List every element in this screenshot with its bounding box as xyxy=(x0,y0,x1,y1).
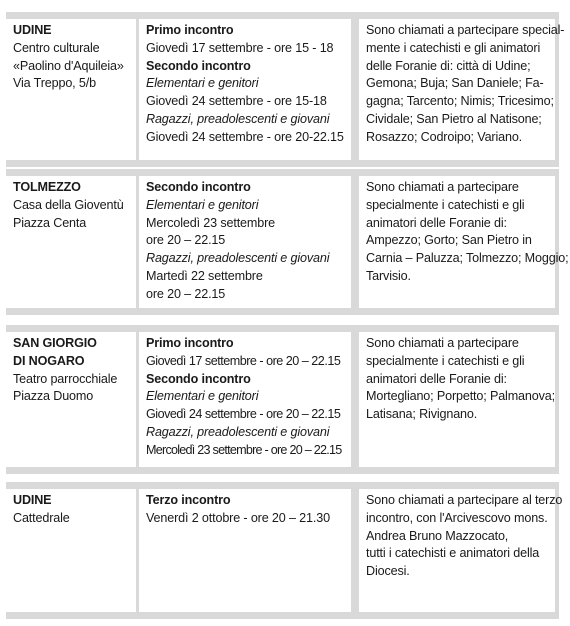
meeting-time: Mercoledì 23 settembre - ore 20 – 22.15 xyxy=(146,442,342,457)
location-cell xyxy=(6,489,136,612)
place-name: DI NOGARO xyxy=(13,353,85,368)
invited-cell xyxy=(359,19,565,160)
audience-label: Elementari e genitori xyxy=(146,76,259,91)
table-row-tolmezzo xyxy=(6,169,569,315)
place-name: SAN GIORGIO xyxy=(13,336,97,350)
table-row-san-giorgio xyxy=(6,325,559,474)
invited-text-line: Gemona; Buja; San Daniele; Fa- xyxy=(366,76,544,91)
venue-line: Piazza Centa xyxy=(13,215,87,230)
venue-line: Via Treppo, 5/b xyxy=(13,76,96,91)
location-cell xyxy=(6,332,136,467)
meeting-time: Martedì 22 settembre xyxy=(146,268,263,283)
invited-text-line: specialmente i catechisti e gli xyxy=(366,353,525,368)
invited-cell xyxy=(359,332,555,467)
meeting-heading: Terzo incontro xyxy=(146,493,231,507)
location-cell xyxy=(6,176,136,308)
invited-cell xyxy=(359,176,569,308)
venue-line: Centro culturale xyxy=(13,40,100,55)
place-name: TOLMEZZO xyxy=(13,180,81,194)
venue-line: Piazza Duomo xyxy=(13,389,94,404)
invited-text-line: Latisana; Rivignano. xyxy=(366,407,478,422)
schedule-cell xyxy=(139,19,351,160)
venue-line: Teatro parrocchiale xyxy=(13,371,118,386)
invited-text-line: animatori delle Foranie di: xyxy=(366,215,507,230)
meeting-heading: Primo incontro xyxy=(146,23,234,37)
schedule-cell xyxy=(139,176,351,308)
invited-text-line: Sono chiamati a partecipare xyxy=(366,180,519,194)
venue-line: Cattedrale xyxy=(13,510,70,525)
invited-text-line: incontro, con l'Arcivescovo mons. xyxy=(366,510,548,525)
meeting-time: Giovedì 17 settembre - ore 15 - 18 xyxy=(146,40,334,55)
meeting-time: Giovedì 24 settembre - ore 20-22.15 xyxy=(146,129,344,144)
audience-label: Ragazzi, preadolescenti e giovani xyxy=(146,111,330,126)
place-name: UDINE xyxy=(13,23,52,37)
table-row-udine-cattedrale xyxy=(6,482,563,619)
invited-text-line: mente i catechisti e gli animatori xyxy=(366,40,541,55)
audience-label: Ragazzi, preadolescenti e giovani xyxy=(146,251,330,266)
table-row-udine-centro xyxy=(6,12,565,167)
invited-text-line: delle Foranie di: città di Udine; xyxy=(366,58,531,73)
audience-label: Ragazzi, preadolescenti e giovani xyxy=(146,424,330,439)
meeting-time: Giovedì 24 settembre - ore 20 – 22.15 xyxy=(146,407,341,422)
meeting-time: Mercoledì 23 settembre xyxy=(146,215,275,230)
audience-label: Elementari e genitori xyxy=(146,389,259,404)
invited-text-line: Rosazzo; Codroipo; Variano. xyxy=(366,129,523,144)
invited-text-line: Cividale; San Pietro al Natisone; xyxy=(366,111,542,126)
invited-text-line: Sono chiamati a partecipare xyxy=(366,336,519,350)
invited-text-line: Tarvisio. xyxy=(366,268,411,283)
audience-label: Elementari e genitori xyxy=(146,197,259,212)
schedule-cell xyxy=(139,332,351,467)
place-name: UDINE xyxy=(13,493,52,507)
invited-text-line: tutti i catechisti e animatori della xyxy=(366,546,540,561)
invited-text-line: gagna; Tarcento; Nimis; Tricesimo; xyxy=(366,94,554,109)
invited-text-line: Ampezzo; Gorto; San Pietro in xyxy=(366,233,532,248)
invited-text-line: specialmente i catechisti e gli xyxy=(366,197,525,212)
meeting-heading: Secondo incontro xyxy=(146,180,251,194)
schedule-cell xyxy=(139,489,351,612)
invited-text-line: Sono chiamati a partecipare special- xyxy=(366,23,565,37)
invited-text-line: Carnia – Paluzza; Tolmezzo; Moggio; xyxy=(366,251,569,266)
location-cell xyxy=(6,19,136,160)
meeting-heading: Primo incontro xyxy=(146,336,234,350)
meeting-heading: Secondo incontro xyxy=(146,58,251,73)
venue-line: «Paolino d'Aquileia» xyxy=(13,58,124,73)
invited-text-line: Andrea Bruno Mazzocato, xyxy=(366,528,509,543)
invited-cell xyxy=(359,489,563,612)
meeting-time: ore 20 – 22.15 xyxy=(146,286,226,301)
invited-text-line: Mortegliano; Porpetto; Palmanova; xyxy=(366,389,555,404)
meeting-time: Giovedì 17 settembre - ore 20 – 22.15 xyxy=(146,353,341,368)
meeting-heading: Secondo incontro xyxy=(146,371,251,386)
meeting-time: Venerdì 2 ottobre - ore 20 – 21.30 xyxy=(146,510,330,525)
meeting-time: Giovedì 24 settembre - ore 15-18 xyxy=(146,94,327,109)
invited-text-line: Diocesi. xyxy=(366,564,410,579)
invited-text-line: Sono chiamati a partecipare al terzo xyxy=(366,493,563,507)
venue-line: Casa della Gioventù xyxy=(13,197,124,212)
invited-text-line: animatori delle Foranie di: xyxy=(366,371,507,386)
meeting-time: ore 20 – 22.15 xyxy=(146,233,226,248)
